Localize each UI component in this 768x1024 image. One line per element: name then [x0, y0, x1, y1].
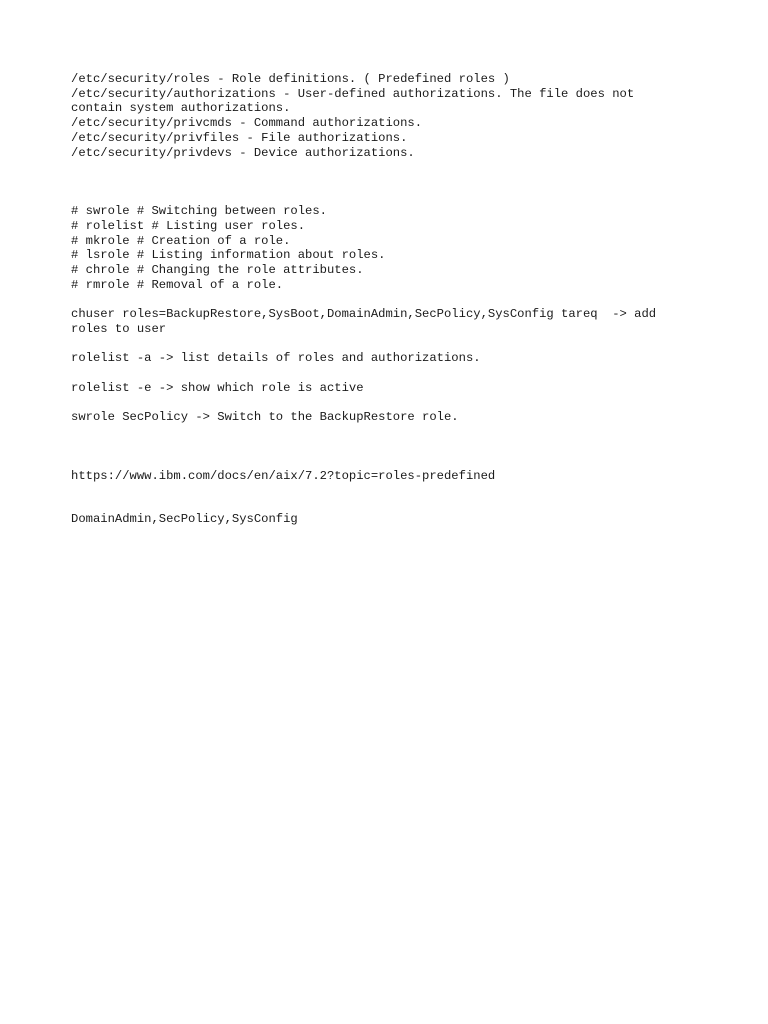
text-line: roles to user — [71, 321, 167, 336]
text-line: /etc/security/privfiles - File authorizations. — [71, 130, 408, 145]
roles-list-line: DomainAdmin,SecPolicy,SysConfig — [71, 512, 298, 527]
role-commands-block — [71, 204, 711, 292]
reference-url: https://www.ibm.com/docs/en/aix/7.2?topic=roles-predefined — [71, 468, 496, 483]
text-line: contain system authorizations. — [71, 101, 291, 116]
spacer — [71, 483, 711, 512]
text-line: # rmrole # Removal of a role. — [71, 277, 284, 292]
text-line: # mkrole # Creation of a role. — [71, 233, 291, 248]
spacer — [71, 395, 711, 410]
spacer — [71, 425, 711, 469]
swrole-line: swrole SecPolicy -> Switch to the BackupRestore role. — [71, 410, 459, 424]
text-line: /etc/security/privcmds - Command authorizations. — [71, 116, 423, 131]
text-line: # chrole # Changing the role attributes. — [71, 263, 364, 278]
rolelist-e-line: rolelist -e -> show which role is active — [71, 380, 364, 395]
text-line: /etc/security/roles - Role definitions. ( Predefined roles ) — [71, 72, 510, 86]
rolelist-a-line: rolelist -a -> list details of roles and authorizations. — [71, 351, 481, 366]
spacer — [71, 337, 711, 352]
text-line: /etc/security/authorizations - User-defined authorizations. The file does not — [71, 86, 635, 101]
text-line: /etc/security/privdevs - Device authorizations. — [71, 145, 415, 160]
text-line: chuser roles=BackupRestore,SysBoot,DomainAdmin,SecPolicy,SysConfig tareq -> add — [71, 307, 657, 322]
spacer — [71, 292, 711, 307]
security-files-block — [71, 72, 711, 160]
text-line: # rolelist # Listing user roles. — [71, 218, 306, 233]
spacer — [71, 160, 711, 204]
chuser-block — [71, 307, 711, 336]
spacer — [71, 366, 711, 381]
document-page — [71, 72, 711, 527]
text-line: # swrole # Switching between roles. — [71, 204, 327, 219]
text-line: # lsrole # Listing information about roles. — [71, 248, 386, 263]
